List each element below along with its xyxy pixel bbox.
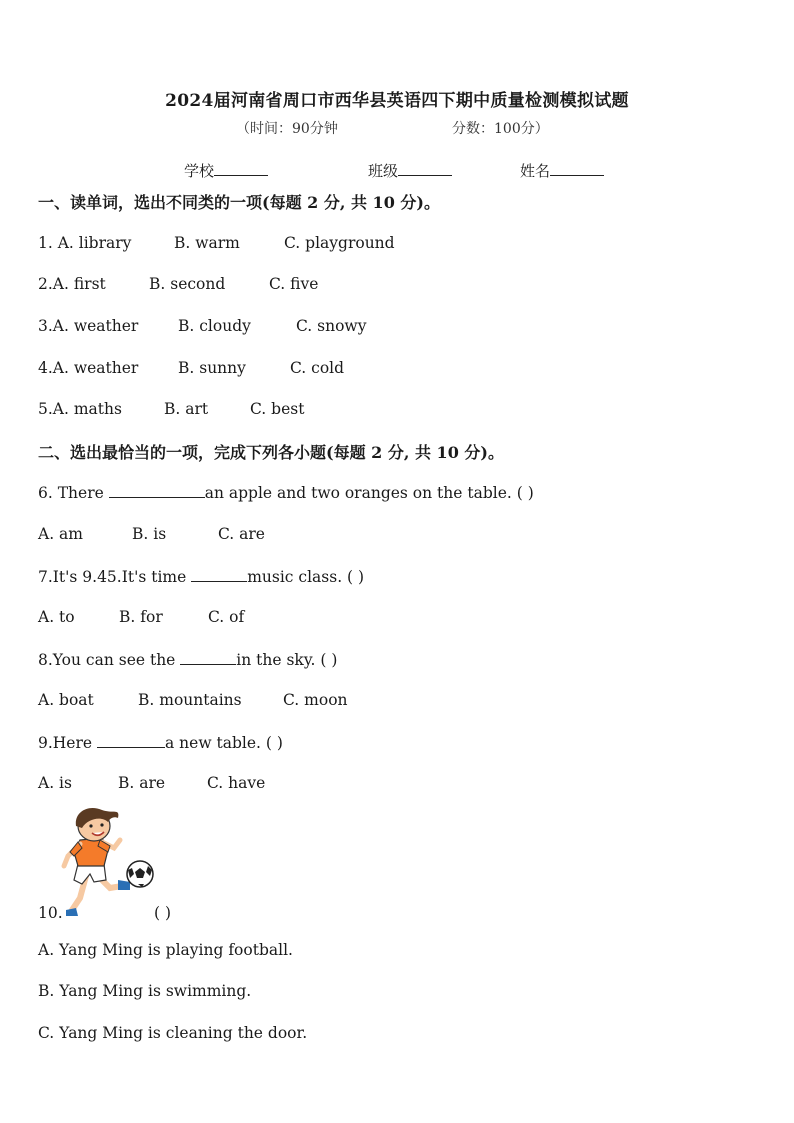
school-field: 学校 [184,160,268,181]
name-field: 姓名 [520,160,604,181]
question-8: 8.You can see the in the sky. ( ) [38,651,338,669]
question-10-option-c: C. Yang Ming is cleaning the door. [38,1024,308,1042]
boy-playing-football-illustration [58,806,156,918]
question-9-options: A. is B. are C. have [38,774,266,792]
question-9: 9.Here a new table. ( ) [38,734,283,752]
question-10-option-b: B. Yang Ming is swimming. [38,982,252,1000]
question-1: 1. A. library B. warm C. playground [38,234,395,252]
question-2: 2.A. first B. second C. five [38,275,319,293]
question-4: 4.A. weather B. sunny C. cold [38,359,345,377]
question-6: 6. There an apple and two oranges on the table. ( ) [38,484,534,502]
answer-blank [180,650,236,665]
answer-blank [97,733,165,748]
question-5: 5.A. maths B. art C. best [38,400,305,418]
page-title: 2024届河南省周口市西华县英语四下期中质量检测模拟试题 [165,91,629,111]
question-10: 10. ( ) [38,904,172,922]
answer-blank [191,567,247,582]
question-10-option-a: A. Yang Ming is playing football. [38,941,293,959]
score-info: 分数：100分） [452,121,549,137]
question-7: 7.It's 9.45.It's time music class. ( ) [38,568,365,586]
class-field: 班级 [368,160,452,181]
answer-blank [109,483,205,498]
question-3: 3.A. weather B. cloudy C. snowy [38,317,367,335]
section-2-heading: 二、选出最恰当的一项，完成下列各小题(每题 2 分, 共 10 分)。 [38,443,504,462]
section-1-heading: 一、读单词，选出不同类的一项(每题 2 分, 共 10 分)。 [38,193,440,212]
question-7-options: A. to B. for C. of [38,608,245,626]
question-6-options: A. am B. is C. are [38,525,265,543]
time-info: （时间：90分钟 [236,121,338,137]
question-8-options: A. boat B. mountains C. moon [38,691,348,709]
